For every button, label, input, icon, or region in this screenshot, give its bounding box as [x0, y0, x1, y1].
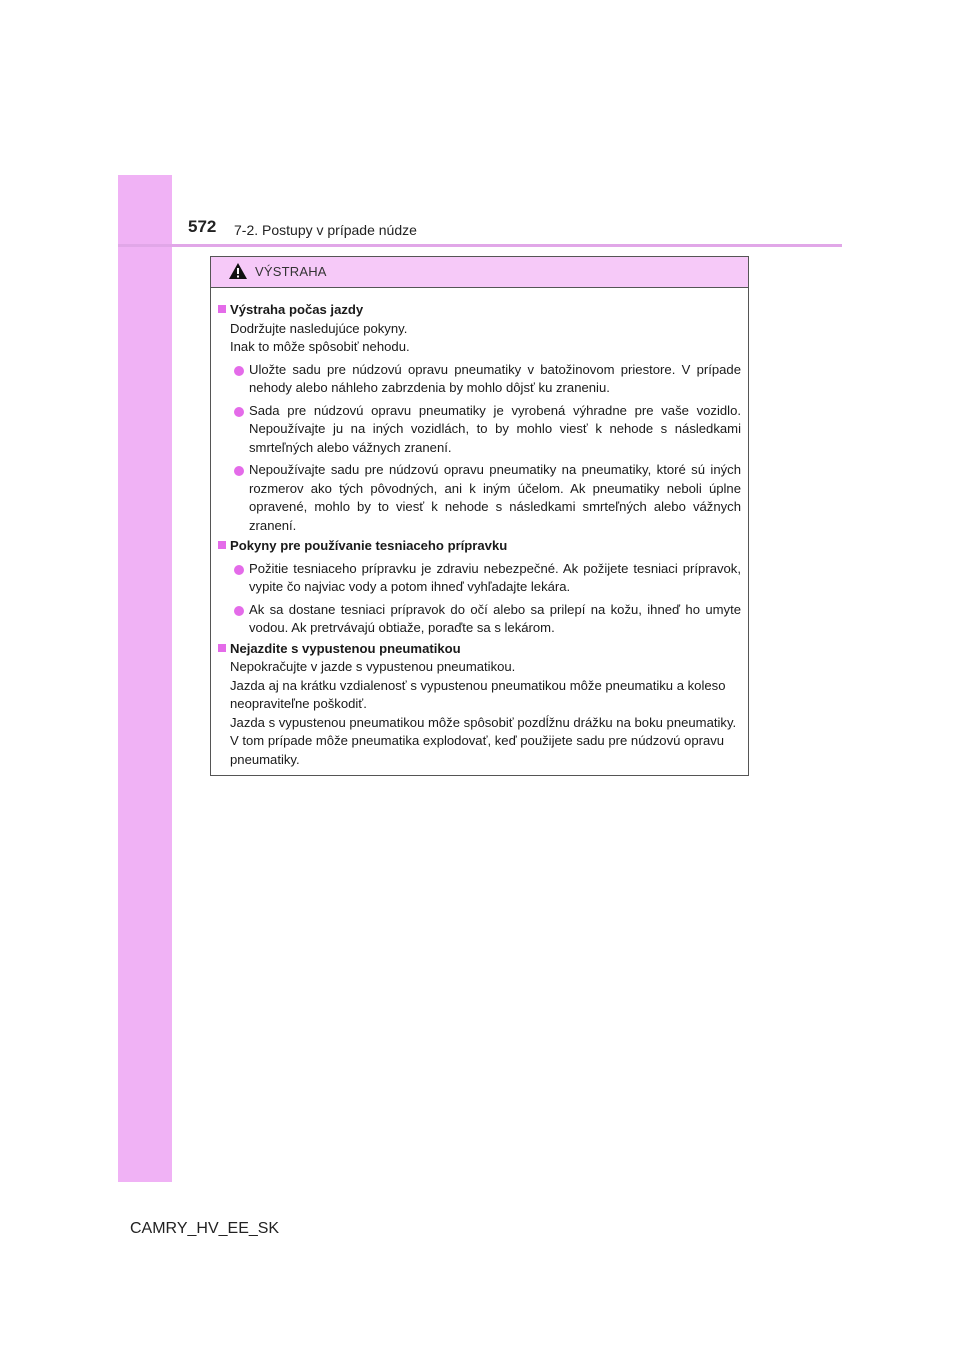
section-heading: Pokyny pre používanie tesniaceho prípravku [218, 537, 741, 556]
sidebar-tab [118, 175, 172, 1182]
warning-header [211, 257, 748, 288]
bullet-item: Ak sa dostane tesniaci prípravok do očí alebo sa prilepí na kožu, ihneď ho umyte vodou. Ak pretrvávajú obtiaže, poraďte sa s lekárom. [249, 601, 741, 638]
bullet-item: Požitie tesniaceho prípravku je zdraviu nebezpečné. Ak požijete tesniaci prípravok, vypite čo najviac vody a potom ihneď vyhľadajte lekára. [249, 560, 741, 597]
warning-triangle-icon [228, 262, 248, 280]
plain-text: Jazda s vypustenou pneumatikou môže spôsobiť pozdĺžnu drážku na boku pneumatiky. V tom prípade môže pneumatika explodovať, keď použijete sadu pre núdzovú opravu pneumatiky. [230, 714, 737, 767]
header-divider [118, 244, 842, 247]
section-title: 7-2. Postupy v prípade núdze [234, 222, 417, 238]
warning-box [210, 256, 749, 776]
section-heading: Výstraha počas jazdy [218, 301, 741, 320]
bullet-item: Sada pre núdzovú opravu pneumatiky je vyrobená výhradne pre vaše vozidlo. Nepoužívajte ju na iných vozidlách, to by mohlo viesť k nehode s následkami smrteľných alebo vážnych zranení. [249, 402, 741, 458]
plain-text: Nepokračujte v jazde s vypustenou pneumatikou. [230, 659, 516, 674]
plain-text: Jazda aj na krátku vzdialenosť s vypustenou pneumatikou môže pneumatiku a koleso neopraviteľne poškodiť. [230, 677, 726, 711]
warning-body [211, 288, 748, 769]
warning-title: VÝSTRAHA [255, 264, 327, 279]
square-bullet-icon [218, 305, 226, 313]
plain-text: Inak to môže spôsobiť nehodu. [230, 339, 410, 354]
bullet-item: Nepoužívajte sadu pre núdzovú opravu pneumatiky na pneumatiky, ktoré sú iných rozmerov ako tých pôvodných, ani k iným účelom. Ak pneumatiky neboli úplne opravené, mohlo by to viesť k nehode s následkami smrteľných alebo vážnych zranení. [249, 461, 741, 535]
square-bullet-icon [218, 644, 226, 652]
document-code: CAMRY_HV_EE_SK [130, 1220, 280, 1237]
section-heading: Nejazdite s vypustenou pneumatikou [218, 640, 741, 659]
page-number: 572 [188, 217, 217, 236]
plain-text: Dodržujte nasledujúce pokyny. [230, 320, 408, 336]
bullet-item: Uložte sadu pre núdzovú opravu pneumatiky v batožinovom priestore. V prípade nehody alebo náhleho zabrzdenia by mohlo dôjsť ku zraneniu. [249, 361, 741, 398]
square-bullet-icon [218, 541, 226, 549]
